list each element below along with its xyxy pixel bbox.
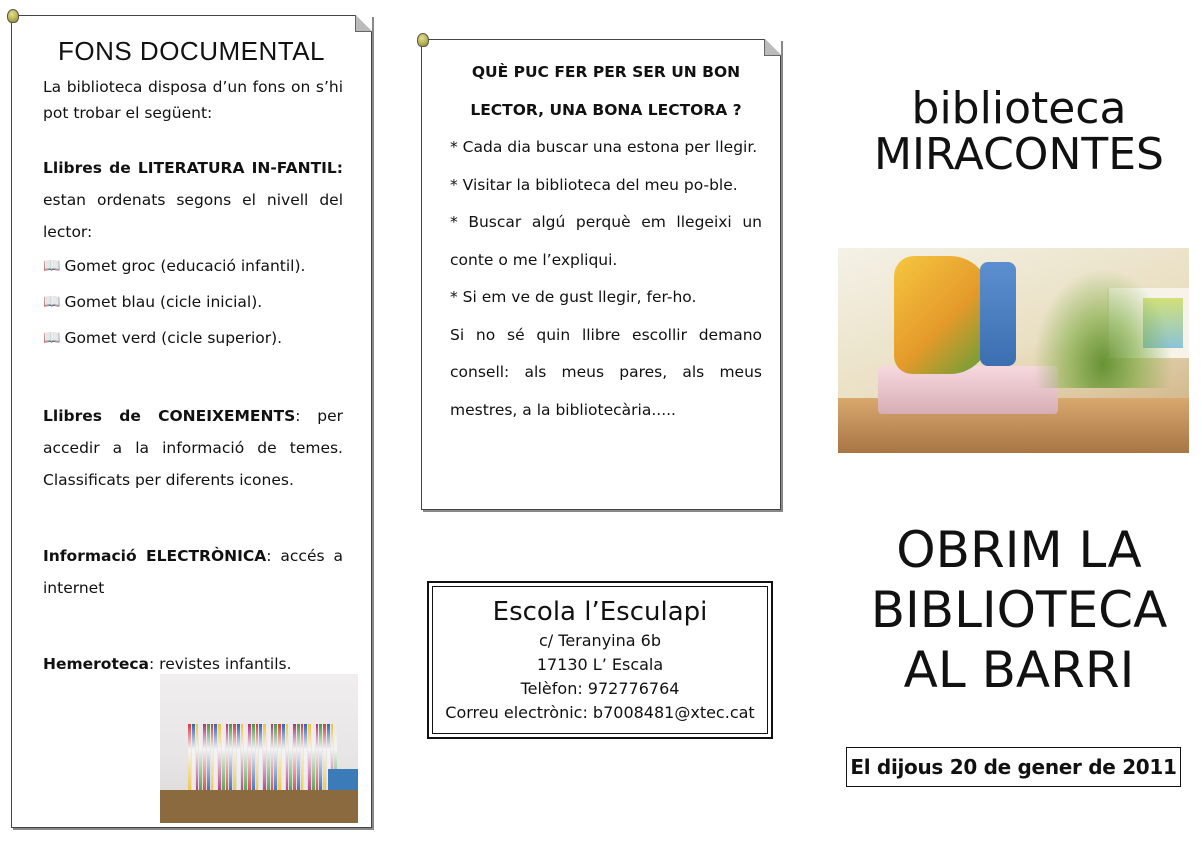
book-spine [196,724,199,796]
book-spine [256,724,259,796]
book-spine [252,724,255,796]
slogan [836,520,1202,700]
page-fold-icon [764,39,781,56]
book-spine [188,724,191,796]
library-name-line: MIRACONTES [874,129,1164,181]
book-spine [259,724,262,796]
knowledge-heading: Llibres de CONEIXEMENTS [43,407,296,425]
tip-item: * Visitar la biblioteca del meu po-ble. [450,175,738,194]
book-spine [319,724,322,796]
book-spine [271,724,274,796]
slogan-line: AL BARRI [903,641,1135,699]
book-icon: 📖 [43,294,61,310]
tip-item: * Cada dia buscar una estona per llegir. [450,138,758,156]
list-item [43,248,343,284]
library-name-line: biblioteca [911,83,1127,134]
book-spine [226,724,229,796]
letter-b-sculpture [894,256,990,374]
literature-paragraph [43,152,343,248]
newspaper-heading: Hemeroteca [43,655,150,673]
list-item [43,284,343,320]
slogan-line: OBRIM LA [896,521,1142,579]
book-spine [203,724,206,796]
shelf [160,790,358,823]
book-spine [214,724,217,796]
literature-heading: Llibres de LITERATURA IN-FANTIL: [43,159,343,177]
book-spine [282,724,285,796]
bookshelf-photo [160,674,358,823]
book-spine [286,724,289,796]
level-label: Gomet blau (cicle inicial). [64,293,263,311]
book-spine [297,724,300,796]
contact-box [427,581,773,739]
book-spine [308,724,311,796]
book-spine [267,724,270,796]
literature-text: estan ordenats segons el nivell del lector: [43,191,343,241]
fons-documental-panel [11,15,372,828]
book-spine [304,724,307,796]
panel-title: QUÈ PUC FER PER SER UN BON LECTOR, UNA BONA LECTORA ? [470,63,742,119]
panel-title: FONS DOCUMENTAL [57,36,326,66]
electronic-paragraph [43,540,343,604]
pin-icon [7,9,19,23]
book-spine [218,724,221,796]
book-spine [244,724,247,796]
good-reader-panel [421,39,781,510]
street-address: c/ Teranyina 6b [539,631,661,650]
book-spine [316,724,319,796]
level-label: Gomet groc (educació infantil). [64,257,306,275]
plant [1033,268,1173,388]
book-spine [199,724,202,796]
book-spine [229,724,232,796]
school-name: Escola l’Esculapi [492,597,708,627]
library-name [836,83,1202,181]
book-spine [289,724,292,796]
book-spine [274,724,277,796]
page-fold-icon [355,15,372,32]
library-logo-photo [838,248,1189,453]
book-spine [233,724,236,796]
list-item [43,320,343,356]
book-spine [211,724,214,796]
book-spine [222,724,225,796]
closing-text: Si no sé quin llibre escollir demano consell: als meus pares, als meus mestres, a la bibliotecària..... [450,325,762,419]
book-spine [241,724,244,796]
sculpture-base [878,366,1058,414]
level-label: Gomet verd (cicle superior). [64,329,283,347]
pin-icon [417,33,429,47]
letter-i-sculpture [980,262,1016,366]
event-date: El dijous 20 de gener de 2011 [846,747,1181,787]
tip-item: * Si em ve de gust llegir, fer-ho. [450,288,697,306]
electronic-heading: Informació ELECTRÒNICA [43,547,267,565]
knowledge-paragraph [43,400,343,496]
city-address: 17130 L’ Escala [536,655,664,674]
book-spine [263,724,266,796]
book-spine [323,724,326,796]
newspaper-text: : revistes infantils. [149,655,292,673]
phone-number: Telèfon: 972776764 [520,679,680,698]
book-row [188,724,338,796]
book-icon: 📖 [43,330,61,346]
intro-text: La biblioteca disposa d’un fons on s’hi pot trobar el següent: [43,78,343,122]
book-spine [248,724,251,796]
book-spine [207,724,210,796]
book-spine [301,724,304,796]
electronic-text: : accés a internet [43,547,343,597]
email-address: Correu electrònic: b7008481@xtec.cat [445,703,755,722]
slogan-line: BIBLIOTECA [870,581,1168,639]
tip-item: * Buscar algú perquè em llegeixi un conte o me l’expliqui. [450,213,762,269]
book-spine [192,724,195,796]
book-icon: 📖 [43,258,61,274]
book-spine [278,724,281,796]
book-spine [312,724,315,796]
book-spine [293,724,296,796]
knowledge-text: : per accedir a la informació de temes. Classificats per diferents icones. [43,407,343,489]
book-spine [237,724,240,796]
